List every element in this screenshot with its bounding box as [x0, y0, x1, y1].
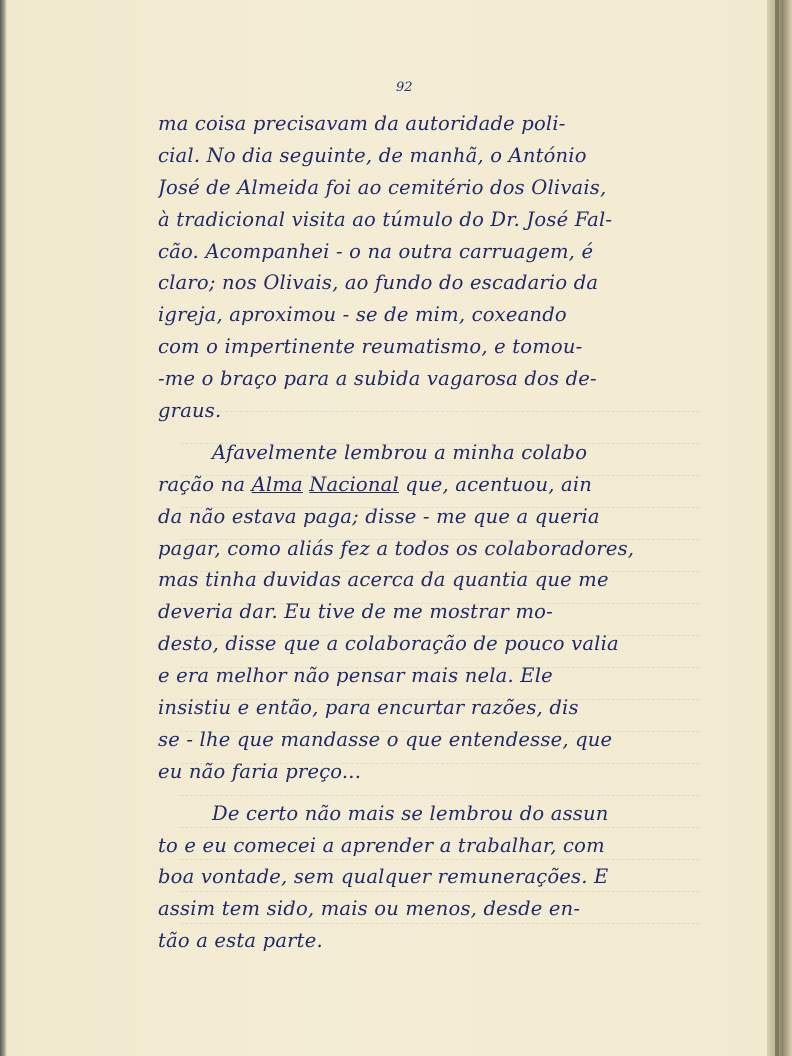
text-line: insistiu e então, para encurtar razões, dis — [158, 696, 579, 720]
text-line: igreja, aproximou - se de mim, coxeando — [158, 303, 567, 327]
text-line: cial. No dia seguinte, de manhã, o António — [158, 143, 587, 167]
text-line: deveria dar. Eu tive de me mostrar mo- — [158, 600, 553, 624]
text-fragment: ração na — [158, 472, 252, 496]
text-line: ma coisa precisavam da autoridade poli- — [158, 112, 566, 135]
text-line: tão a esta parte. — [158, 929, 323, 953]
text-line-with-title — [158, 469, 688, 501]
text-line: José de Almeida foi ao cemitério dos Olivais, — [158, 175, 607, 199]
text-line: e era melhor não pensar mais nela. Ele — [158, 664, 553, 688]
paragraph-start-line: Afavelmente lembrou a minha colabo — [212, 440, 588, 464]
text-line: mas tinha duvidas acerca da quantia que me — [158, 568, 609, 592]
book-spine — [767, 0, 792, 1056]
text-line: -me o braço para a subida vagarosa dos de- — [158, 367, 597, 391]
text-line: pagar, como aliás fez a todos os colaboradores, — [158, 536, 635, 560]
text-line: se - lhe que mandasse o que entendesse, que — [158, 727, 613, 751]
text-line: à tradicional visita ao túmulo do Dr. José Fal- — [158, 207, 613, 231]
text-line: cão. Acompanhei - o na outra carruagem, é — [158, 239, 594, 263]
paragraph-start-line: De certo não mais se lembrou do assun — [212, 801, 609, 825]
text-line: claro; nos Olivais, ao fundo do escadario da — [158, 271, 599, 295]
text-line: eu não faria preço... — [158, 759, 362, 783]
underlined-title-word: Alma — [251, 472, 303, 496]
page-number: 92 — [396, 80, 413, 95]
text-line: da não estava paga; disse - me que a queria — [158, 504, 600, 528]
page-left-edge — [0, 0, 7, 1056]
text-line: boa vontade, sem qualquer remunerações. E — [158, 865, 609, 889]
handwritten-text — [158, 108, 688, 957]
underlined-title-word: Nacional — [309, 472, 399, 496]
text-line: com o impertinente reumatismo, e tomou- — [158, 335, 583, 359]
text-line: assim tem sido, mais ou menos, desde en- — [158, 897, 581, 921]
text-line: graus. — [158, 399, 222, 423]
text-line: desto, disse que a colaboração de pouco valia — [158, 632, 619, 656]
text-fragment: que, acentuou, ain — [398, 472, 593, 496]
text-line: to e eu comecei a aprender a trabalhar, com — [158, 833, 605, 857]
